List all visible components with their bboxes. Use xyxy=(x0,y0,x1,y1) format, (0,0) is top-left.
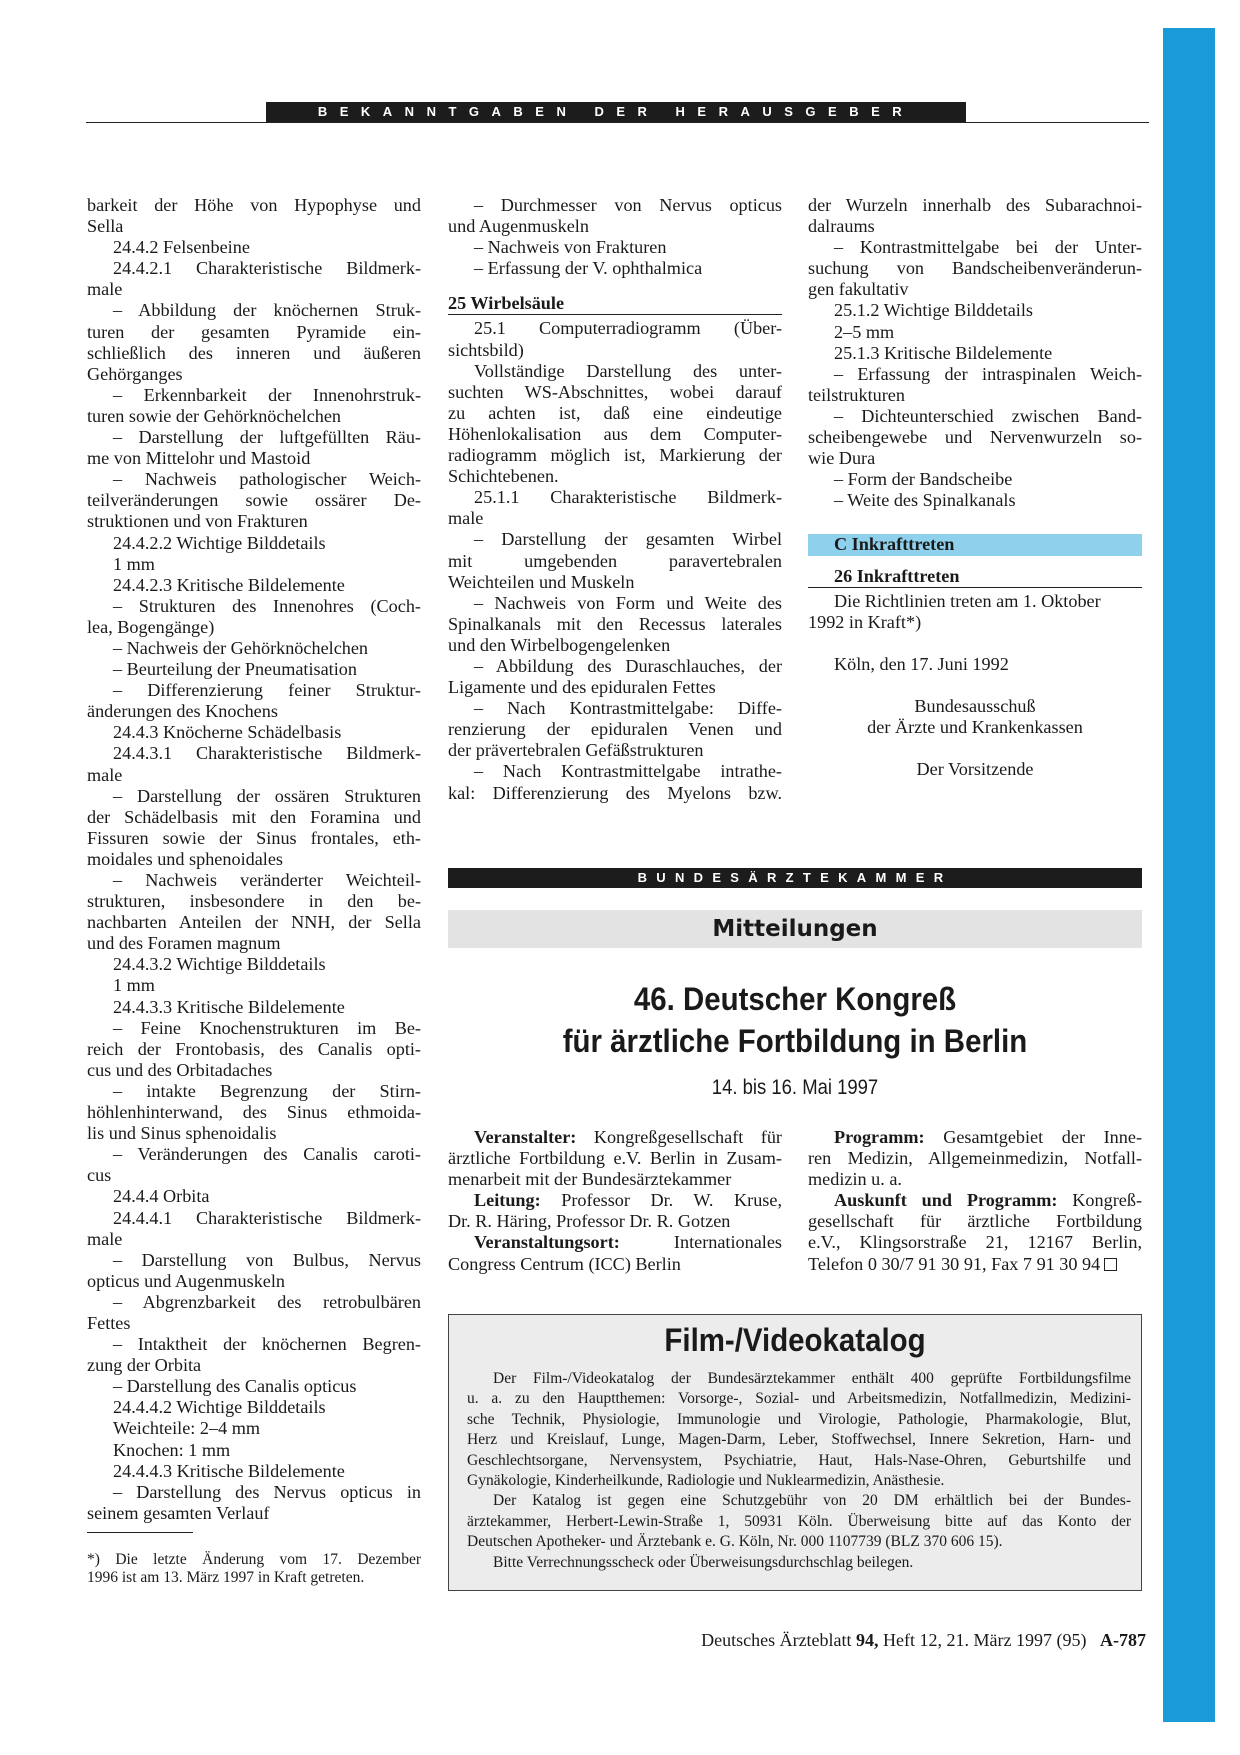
inkrafttreten-text xyxy=(808,591,1142,633)
text-line: Höhenlokalisation aus dem Computer- xyxy=(448,423,782,444)
text-line: – intakte Begrenzung der Stirn- xyxy=(113,1080,421,1101)
text-line: – Darstellung des Nervus opticus in xyxy=(113,1481,421,1502)
text-line: – Nachweis der Gehörknöchelchen xyxy=(113,637,369,658)
info-line: Veranstaltungsort: Internationales xyxy=(474,1232,782,1253)
text-line: Vollständige Darstellung des unter- xyxy=(474,360,782,381)
text-line: wie Dura xyxy=(808,448,876,469)
text-line: zung der Orbita xyxy=(87,1355,202,1376)
text-line: barkeit der Höhe von Hypophyse und xyxy=(87,195,421,215)
kongress-title-line-2: für ärztliche Fortbildung in Berlin xyxy=(562,1023,1028,1059)
text-line: – Strukturen des Innenohres (Coch- xyxy=(113,595,421,616)
text-line: Ligamente und des epiduralen Fettes xyxy=(448,677,716,698)
text-line: strukturen, insbesondere in den be- xyxy=(87,891,421,912)
text-line: kal: Differenzierung des Myelons bzw. xyxy=(448,782,782,803)
text-line: male xyxy=(87,279,123,300)
text-line: – Form der Bandscheibe xyxy=(834,469,1013,490)
text-line: Weichteilen und Muskeln xyxy=(448,571,635,592)
bundesaerztekammer-band: BUNDESÄRZTEKAMMER xyxy=(448,868,1142,888)
text-line: 24.4.2.3 Kritische Bildelemente xyxy=(113,574,345,595)
text-line: Spinalkanals mit den Recessus laterales xyxy=(448,613,782,634)
column-2-text xyxy=(448,318,782,803)
text-line: 24.4.3.1 Charakteristische Bildmerk- xyxy=(113,743,421,764)
text-line: reich der Frontobasis, des Canalis opti- xyxy=(87,1038,421,1059)
text-line: turen der gesamten Pyramide ein- xyxy=(87,321,421,342)
text-line: der Wurzeln innerhalb des Subarachnoi- xyxy=(808,195,1142,215)
column-3-text-top xyxy=(808,195,1142,511)
page-number: A-787 xyxy=(1100,1630,1146,1650)
film-catalog-title: Film-/Videokatalog xyxy=(664,1322,926,1358)
text-line: Knochen: 1 mm xyxy=(113,1439,231,1460)
text-line: 25.1.3 Kritische Bildelemente xyxy=(834,342,1053,363)
kongress-title xyxy=(476,978,1114,1062)
heading-wirbelsaeule: 25 Wirbelsäule xyxy=(448,293,782,315)
info-line: ärztliche Fortbildung e.V. Berlin in Zusam- xyxy=(448,1148,782,1169)
kongress-info-right xyxy=(808,1127,1142,1275)
info-line: Dr. R. Häring, Professor Dr. R. Gotzen xyxy=(448,1211,731,1232)
text-line: lea, Bogengänge) xyxy=(87,616,215,637)
text-line: 1 mm xyxy=(113,553,155,574)
text-line: – Darstellung der gesamten Wirbel xyxy=(474,529,782,550)
text-line: – Nachweis von Form und Weite des xyxy=(474,592,782,613)
journal-volume: 94, xyxy=(856,1630,879,1650)
text-line: suchten WS-Abschnittes, wobei darauf xyxy=(448,381,782,402)
film-text-line: Gynäkologie, Kinderheilkunde, Radiologie und Nuklearmedizin, Anästhesie. xyxy=(467,1472,945,1490)
text-line: lis und Sinus sphenoidalis xyxy=(87,1123,277,1144)
text-line: male xyxy=(87,1228,123,1249)
text-line: renzierung der epiduralen Venen und xyxy=(448,719,782,740)
text-line: 1992 in Kraft*) xyxy=(808,611,922,632)
text-line: – Erfassung der V. ophthalmica xyxy=(474,258,703,279)
info-line: menarbeit mit der Bundesärztekammer xyxy=(448,1169,732,1190)
text-line: – Nachweis von Frakturen xyxy=(474,237,667,258)
text-line: 24.4.4.2 Wichtige Bilddetails xyxy=(113,1397,326,1418)
text-line: Schichtebenen. xyxy=(448,466,559,487)
heading-c-inkrafttreten: C Inkrafttreten xyxy=(808,534,1142,555)
text-line: 24.4.2.2 Wichtige Bilddetails xyxy=(113,532,326,553)
text-line: 24.4.4 Orbita xyxy=(113,1186,210,1207)
film-text-line: Herz und Kreislauf, Lunge, Magen-Darm, Leber, Stoffwechsel, Innere Sekretion, Harn- und xyxy=(467,1431,1131,1449)
film-text-line: sche Technik, Physiologie, Immunologie und Virologie, Pathologie, Pharmakologie, Blut, xyxy=(467,1410,1131,1428)
text-line: Gehörganges xyxy=(87,363,183,384)
text-line: opticus und Augenmuskeln xyxy=(87,1270,286,1291)
signature-line-3: Der Vorsitzende xyxy=(916,759,1034,780)
text-line: turen sowie der Gehörknöchelchen xyxy=(87,405,342,426)
text-line: sichtsbild) xyxy=(448,339,524,360)
film-text-line: Geschlechtsorgane, Nervensystem, Psychiatrie, Haut, Hals-Nase-Ohren, Geburtshilfe und xyxy=(467,1451,1131,1469)
text-line: moidales und sphenoidales xyxy=(87,848,283,869)
text-line: 24.4.2 Felsenbeine xyxy=(113,237,250,258)
text-line: – Erkennbarkeit der Innenohrstruk- xyxy=(113,384,421,405)
text-line: teilveränderungen sowie ossärer De- xyxy=(87,490,421,511)
film-text-line: Der Film-/Videokatalog der Bundesärztekammer enthält 400 geprüfte Fortbildungsfilme xyxy=(493,1370,1131,1387)
page-edge-color-bar xyxy=(1163,28,1215,1722)
info-line: medizin u. a. xyxy=(808,1169,902,1190)
text-line: – Nachweis veränderter Weichteil- xyxy=(113,870,421,890)
film-text-line: ärztekammer, Herbert-Lewin-Straße 1, 50931 Köln. Überweisung bitte auf das Konto der xyxy=(467,1512,1131,1530)
text-line: scheibengewebe und Nervenwurzeln so- xyxy=(808,427,1142,448)
text-line: – Abbildung der knöchernen Struk- xyxy=(113,300,421,321)
section-header: BEKANNTGABEN DER HERAUSGEBER xyxy=(266,102,966,122)
text-line: gen fakultativ xyxy=(808,279,909,300)
text-line: – Nach Kontrastmittelgabe intrathe- xyxy=(474,761,782,782)
text-line: 24.4.4.3 Kritische Bildelemente xyxy=(113,1460,345,1481)
journal-issue: Heft 12, 21. März 1997 (95) xyxy=(883,1630,1087,1650)
info-line: Leitung: Professor Dr. W. Kruse, xyxy=(474,1190,782,1211)
text-line: – Darstellung von Bulbus, Nervus xyxy=(113,1249,421,1270)
text-line: radiogramm möglich ist, Markierung der xyxy=(448,445,782,466)
text-line: Die Richtlinien treten am 1. Oktober xyxy=(834,590,1101,611)
text-line: struktionen und von Frakturen xyxy=(87,511,308,532)
text-line: – Weite des Spinalkanals xyxy=(834,490,1016,511)
text-line: – Feine Knochenstrukturen im Be- xyxy=(113,1017,421,1038)
text-line: 25.1.1 Charakteristische Bildmerk- xyxy=(474,487,782,508)
heading-26-inkrafttreten: 26 Inkrafttreten xyxy=(808,566,1142,588)
text-line: – Differenzierung feiner Struktur- xyxy=(113,680,421,701)
signature-line-1: Bundesausschuß xyxy=(914,695,1036,716)
footnote-rule xyxy=(87,1532,193,1533)
text-line: – Darstellung des Canalis opticus xyxy=(113,1376,357,1397)
end-mark-box xyxy=(1104,1258,1117,1271)
text-line: mit umgebenden paravertebralen xyxy=(448,550,782,571)
text-line: suchung von Bandscheibenveränderun- xyxy=(808,258,1142,279)
text-line: – Abgrenzbarkeit des retrobulbären xyxy=(113,1291,421,1312)
text-line: 24.4.3.2 Wichtige Bilddetails xyxy=(113,954,326,975)
text-line: – Nach Kontrastmittelgabe: Diffe- xyxy=(474,698,782,719)
text-line: höhlenhinterwand, des Sinus ethmoida- xyxy=(87,1102,421,1123)
film-text-line: u. a. zu den Hauptthemen: Vorsorge-, Sozial- und Arbeitsmedizin, Notfallmedizin, Medizini- xyxy=(467,1390,1131,1408)
text-line: seinem gesamten Verlauf xyxy=(87,1502,270,1523)
kongress-title-line-1: 46. Deutscher Kongreß xyxy=(633,981,957,1017)
info-line: gesellschaft für ärztliche Fortbildung xyxy=(808,1211,1142,1232)
text-line: 24.4.2.1 Charakteristische Bildmerk- xyxy=(113,258,421,279)
text-line: 1 mm xyxy=(113,975,155,996)
text-line: nachbarten Anteilen der NNH, der Sella xyxy=(87,912,421,933)
signature-line-2: der Ärzte und Krankenkassen xyxy=(867,716,1083,737)
text-line: 24.4.4.1 Charakteristische Bildmerk- xyxy=(113,1207,421,1228)
text-line: Weichteile: 2–4 mm xyxy=(113,1418,261,1439)
footnote-line: 1996 ist am 13. März 1997 in Kraft getreten. xyxy=(87,1569,365,1586)
kongress-date: 14. bis 16. Mai 1997 xyxy=(711,1076,879,1099)
film-text-line: Deutschen Apotheker- und Ärztebank e. G. Köln, Nr. 000 1107739 (BLZ 370 606 15). xyxy=(467,1533,1003,1551)
text-line: änderungen des Knochens xyxy=(87,701,278,722)
column-3 xyxy=(808,195,1142,780)
text-line: schließlich des inneren und äußeren xyxy=(87,342,421,363)
journal-name: Deutsches Ärzteblatt xyxy=(701,1630,852,1650)
text-line: – Veränderungen des Canalis caroti- xyxy=(113,1144,421,1165)
footnote-line: *) Die letzte Änderung vom 17. Dezember xyxy=(87,1551,421,1568)
info-line: Veranstalter: Kongreßgesellschaft für xyxy=(474,1127,782,1147)
text-line: – Nachweis pathologischer Weich- xyxy=(113,469,421,490)
footnote xyxy=(87,1551,421,1587)
text-line: Sella xyxy=(87,216,124,237)
info-line: Telefon 0 30/7 91 30 91, Fax 7 91 30 94 xyxy=(808,1254,1142,1275)
text-line: teilstrukturen xyxy=(808,384,905,405)
text-line: – Abbildung des Duraschlauches, der xyxy=(474,655,782,676)
text-line: 24.4.3 Knöcherne Schädelbasis xyxy=(113,722,342,743)
kongress-info-left xyxy=(448,1127,782,1275)
text-line: 24.4.3.3 Kritische Bildelemente xyxy=(113,996,345,1017)
text-line: male xyxy=(87,764,123,785)
text-line: – Darstellung der luftgefüllten Räu- xyxy=(113,427,421,448)
column-2-text-top xyxy=(448,195,782,279)
text-line: 25.1 Computerradiogramm (Über- xyxy=(474,318,782,339)
text-line: – Intaktheit der knöchernen Begren- xyxy=(113,1334,421,1355)
mitteilungen-heading: Mitteilungen xyxy=(448,910,1142,948)
text-line: – Erfassung der intraspinalen Weich- xyxy=(834,363,1142,384)
text-line: cus und des Orbitadaches xyxy=(87,1059,273,1080)
film-catalog-text xyxy=(467,1369,1131,1573)
text-line: dalraums xyxy=(808,216,875,237)
film-text-line: Der Katalog ist gegen eine Schutzgebühr von 20 DM erhältlich bei der Bundes- xyxy=(493,1492,1131,1510)
text-line: Fettes xyxy=(87,1312,131,1333)
page-footer xyxy=(600,1629,1146,1651)
info-line: Auskunft und Programm: Kongreß- xyxy=(834,1190,1142,1211)
text-line: der Schädelbasis mit den Foramina und xyxy=(87,806,421,827)
text-line: und den Wirbelbogengelenken xyxy=(448,634,671,655)
text-line: male xyxy=(448,508,484,529)
place-date: Köln, den 17. Juni 1992 xyxy=(834,653,1009,674)
text-line: und Augenmuskeln xyxy=(448,216,589,237)
text-line: und des Foramen magnum xyxy=(87,933,281,954)
text-line: cus xyxy=(87,1165,112,1186)
text-line: 25.1.2 Wichtige Bilddetails xyxy=(834,300,1033,321)
text-line: der prävertebralen Gefäßstrukturen xyxy=(448,740,704,761)
text-line: – Beurteilung der Pneumatisation xyxy=(113,659,357,680)
text-line: – Dichteunterschied zwischen Band- xyxy=(834,405,1142,426)
text-line: zu achten ist, daß eine eindeutige xyxy=(448,402,782,423)
text-line: – Darstellung der ossären Strukturen xyxy=(113,785,421,806)
text-line: me von Mittelohr und Mastoid xyxy=(87,448,311,469)
column-1-text xyxy=(87,195,421,1524)
info-line: ren Medizin, Allgemeinmedizin, Notfall- xyxy=(808,1148,1142,1169)
column-2 xyxy=(448,195,782,804)
text-line: 2–5 mm xyxy=(834,321,895,342)
text-line: Fissuren sowie der Sinus frontales, eth- xyxy=(87,827,421,848)
text-line: – Kontrastmittelgabe bei der Unter- xyxy=(834,237,1142,258)
info-line: e.V., Klingsorstraße 21, 12167 Berlin, xyxy=(808,1232,1142,1253)
info-line: Congress Centrum (ICC) Berlin xyxy=(448,1253,681,1274)
info-line: Programm: Gesamtgebiet der Inne- xyxy=(834,1127,1142,1147)
film-text-line: Bitte Verrechnungsscheck oder Überweisungsdurchschlag beilegen. xyxy=(493,1553,914,1571)
header-rule xyxy=(86,122,1149,123)
column-1 xyxy=(87,195,421,1524)
text-line: – Durchmesser von Nervus opticus xyxy=(474,195,782,215)
